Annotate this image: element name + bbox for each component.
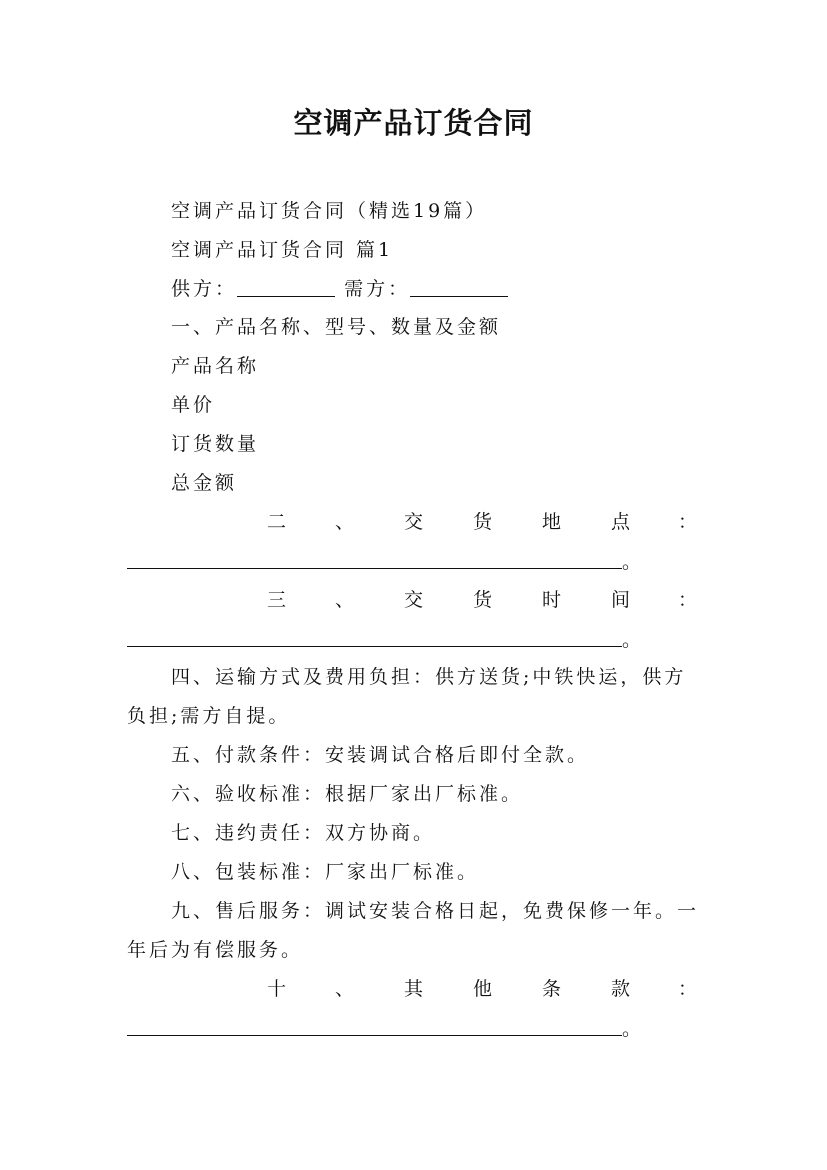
item-9-line-1: 九、售后服务：调试安装合格日起，免费保修一年。一 — [171, 900, 700, 922]
item-10-period: 。 — [622, 1018, 642, 1040]
item-10-blank — [127, 1034, 622, 1036]
item-2-char: 二 — [267, 511, 287, 533]
item-10-char: 其 — [404, 978, 424, 1000]
item-3-blank — [127, 645, 622, 647]
field-total: 总金额 — [171, 472, 238, 494]
item-4-line-1: 四、运输方式及费用负担：供方送货;中铁快运，供方 — [171, 666, 687, 688]
subtitle: 空调产品订货合同（精选19篇） — [171, 200, 488, 222]
field-quantity: 订货数量 — [171, 433, 260, 455]
item-5: 五、付款条件：安装调试合格后即付全款。 — [171, 744, 590, 766]
item-2-char: 交 — [404, 511, 424, 533]
item-3-char: 、 — [335, 589, 355, 611]
item-10-char: ： — [678, 978, 698, 1000]
supplier-label: 供方： — [171, 278, 238, 300]
item-10-char: 条 — [542, 978, 562, 1000]
item-3-char: ： — [678, 589, 698, 611]
item-2-blank — [127, 567, 622, 569]
item-2-char: 地 — [542, 511, 562, 533]
item-3-char: 间 — [611, 589, 631, 611]
buyer-label: 需方： — [344, 278, 411, 300]
supplier-blank — [237, 276, 335, 297]
item-2-char: 货 — [473, 511, 493, 533]
item-6: 六、验收标准：根据厂家出厂标准。 — [171, 783, 524, 805]
item-3-period: 。 — [622, 629, 642, 651]
item-2-char: ： — [678, 511, 698, 533]
item-10-char: 款 — [611, 978, 631, 1000]
item-2-char: 点 — [611, 511, 631, 533]
document-title: 空调产品订货合同 — [293, 106, 534, 140]
item-10-char: 他 — [473, 978, 493, 1000]
item-7: 七、违约责任：双方协商。 — [171, 822, 436, 844]
item-4-line-2: 负担;需方自提。 — [127, 705, 291, 727]
item-3-char: 三 — [267, 589, 287, 611]
item-1: 一、产品名称、型号、数量及金额 — [171, 316, 502, 338]
item-10-char: 、 — [335, 978, 355, 1000]
item-2-char: 、 — [335, 511, 355, 533]
item-8: 八、包装标准：厂家出厂标准。 — [171, 861, 480, 883]
item-2-period: 。 — [622, 551, 642, 573]
item-9-line-2: 年后为有偿服务。 — [127, 939, 304, 961]
field-unit-price: 单价 — [171, 394, 216, 416]
item-3-char: 交 — [404, 589, 424, 611]
item-3-char: 时 — [542, 589, 562, 611]
buyer-blank — [410, 276, 508, 297]
item-10-char: 十 — [267, 978, 287, 1000]
section-heading: 空调产品订货合同 篇1 — [171, 239, 394, 261]
item-3-char: 货 — [473, 589, 493, 611]
parties-line — [0, 274, 827, 304]
field-product-name: 产品名称 — [171, 355, 260, 377]
